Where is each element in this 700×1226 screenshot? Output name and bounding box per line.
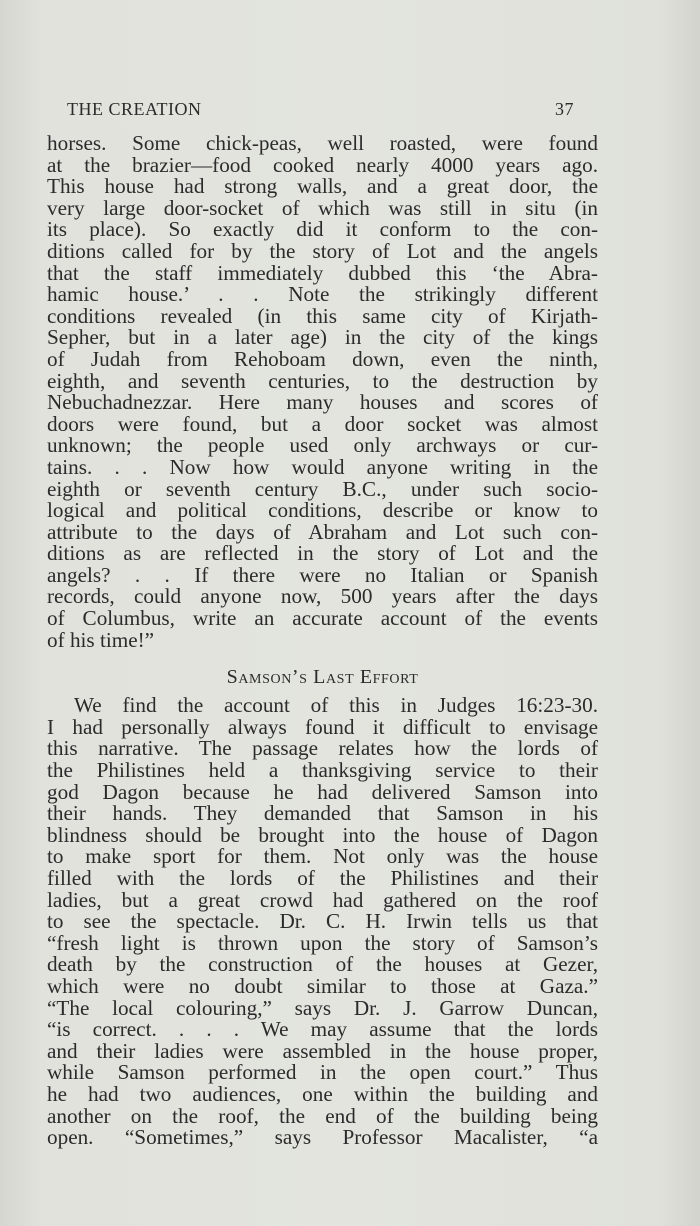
text-line: god Dagon because he had delivered Samson into	[47, 779, 598, 804]
text-line: ditions as are reflected in the story of Lot and the	[47, 541, 598, 566]
text-line: ladies, but a great crowd had gathered on the roof	[47, 887, 598, 912]
text-line: “is correct. . . . We may assume that the lords	[47, 1017, 598, 1042]
text-line: to see the spectacle. Dr. C. H. Irwin tells us that	[47, 909, 598, 934]
page-number: 37	[555, 99, 574, 119]
text-line: he had two audiences, one within the building and	[47, 1081, 598, 1106]
text-line: logical and political conditions, describe or know to	[47, 498, 598, 523]
text-line: “The local colouring,” says Dr. J. Garrow Duncan,	[47, 995, 598, 1020]
text-line: angels? . . If there were no Italian or Spanish	[47, 562, 598, 587]
paragraph-samson	[47, 695, 598, 1148]
text-line: This house had strong walls, and a great door, the	[47, 174, 598, 199]
text-line: We find the account of this in Judges 16:23-30.	[74, 693, 598, 718]
body-text	[47, 133, 598, 1149]
text-line: Nebuchadnezzar. Here many houses and scores of	[47, 390, 598, 415]
text-line: of his time!”	[47, 627, 155, 652]
text-line: tains. . . Now how would anyone writing in the	[47, 454, 598, 479]
text-line: unknown; the people used only archways or cur-	[47, 433, 598, 458]
text-line: very large door-socket of which was still in situ (in	[47, 195, 598, 220]
text-line: the Philistines held a thanksgiving service to their	[47, 758, 598, 783]
text-line: their hands. They demanded that Samson in his	[47, 801, 598, 826]
text-line: while Samson performed in the open court.” Thus	[47, 1060, 598, 1085]
running-title: THE CREATION	[67, 99, 202, 119]
text-line: which were no doubt similar to those at Gaza.”	[47, 973, 598, 998]
text-line: ditions called for by the story of Lot and the angels	[47, 238, 598, 263]
paragraph-abrahamic-house	[47, 133, 598, 651]
text-line: “fresh light is thrown upon the story of Samson’s	[47, 930, 598, 955]
text-line: conditions revealed (in this same city of Kirjath-	[47, 303, 598, 328]
text-line: I had personally always found it difficult to envisage	[47, 714, 598, 739]
text-line: death by the construction of the houses at Gezer,	[47, 952, 598, 977]
text-line: this narrative. The passage relates how the lords of	[47, 736, 598, 761]
text-line: blindness should be brought into the house of Dagon	[47, 822, 598, 847]
text-line: another on the roof, the end of the building being	[47, 1103, 598, 1128]
text-line: records, could anyone now, 500 years after the days	[47, 584, 598, 609]
text-line: eighth, and seventh centuries, to the destruction by	[47, 368, 598, 393]
text-line: and their ladies were assembled in the house proper,	[47, 1038, 598, 1063]
text-line: open. “Sometimes,” says Professor Macalister, “a	[47, 1125, 598, 1150]
text-line: its place). So exactly did it conform to the con-	[47, 217, 598, 242]
text-line: attribute to the days of Abraham and Lot such con-	[47, 519, 598, 544]
section-heading: Samson’s Last Effort	[226, 666, 419, 689]
text-line: to make sport for them. Not only was the house	[47, 844, 598, 869]
text-line: eighth or seventh century B.C., under such socio-	[47, 476, 598, 501]
text-line: doors were found, but a door socket was almost	[47, 411, 598, 436]
text-line: that the staff immediately dubbed this ‘the Abra-	[47, 260, 598, 285]
text-line: horses. Some chick-peas, well roasted, were found	[47, 131, 598, 155]
text-line: filled with the lords of the Philistines and their	[47, 866, 598, 890]
text-line: of Columbus, write an accurate account of the events	[47, 606, 598, 631]
running-head	[67, 99, 574, 121]
text-line: at the brazier—food cooked nearly 4000 years ago.	[47, 152, 598, 177]
text-line: of Judah from Rehoboam down, even the ninth,	[47, 346, 598, 371]
text-line: Sepher, but in a later age) in the city of the kings	[47, 325, 598, 350]
text-line: hamic house.’ . . Note the strikingly different	[47, 282, 598, 307]
